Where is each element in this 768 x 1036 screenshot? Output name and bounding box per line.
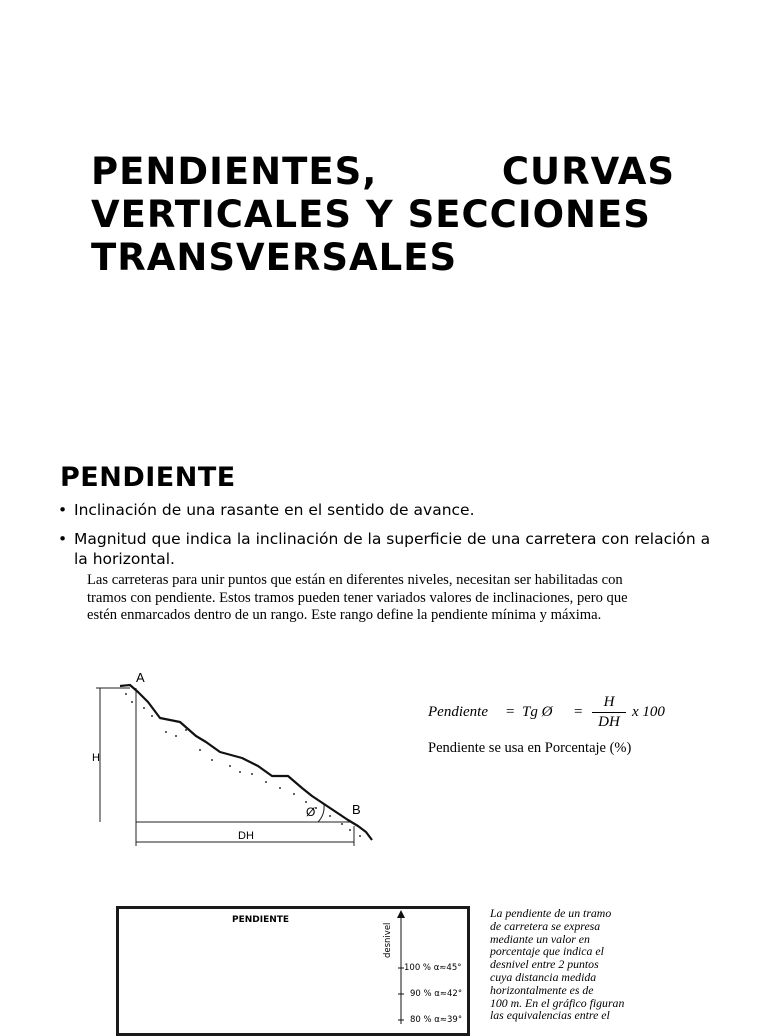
formula-note: Pendiente se usa en Porcentaje (%) — [428, 740, 632, 756]
side-note-line: cuya distancia medida — [490, 969, 597, 984]
bullet-text: Inclinación de una rasante en el sentido de avance. — [74, 501, 475, 519]
axis-label-desnivel: desnivel — [383, 922, 393, 958]
section-heading: PENDIENTE — [60, 462, 236, 493]
label-angle: Ø — [306, 805, 316, 819]
figure-title: PENDIENTE — [232, 915, 290, 925]
terrain-dots — [125, 693, 361, 837]
figure-side-note — [490, 907, 655, 1022]
side-note-line: porcentaje que indica el — [490, 944, 604, 959]
formula-fraction — [592, 694, 626, 731]
label-b: B — [352, 802, 361, 817]
title-slide — [0, 0, 768, 430]
paragraph-line: Las carreteras para unir puntos que están en diferentes niveles, necesitan ser habilitadas con — [87, 572, 623, 588]
fraction-bar — [592, 712, 626, 713]
slope-diagram — [80, 664, 380, 854]
terrain-profile — [120, 685, 372, 840]
side-note-line: mediante un valor en — [490, 931, 590, 946]
bullet-dot-icon: • — [58, 501, 68, 519]
bullet-list — [58, 500, 728, 578]
side-note-line: desnivel entre 2 puntos — [490, 957, 599, 972]
side-note-line: horizontalmente es de — [490, 982, 594, 997]
bullet-item — [58, 529, 728, 569]
label-h: H — [92, 752, 100, 764]
side-note-line: La pendiente de un tramo — [490, 906, 612, 920]
paragraph-line: estén enmarcados dentro de un rango. Este rango define la pendiente mínima y máxima. — [87, 607, 602, 623]
paragraph-line: tramos con pendiente. Estos tramos pueden tener variados valores de inclinaciones, pero que — [87, 589, 628, 606]
side-note-line: de carretera se expresa — [490, 918, 601, 933]
side-note-line: las equivalencias entre el — [490, 1008, 610, 1023]
formula-denominator: DH — [598, 714, 620, 730]
slope-formula — [428, 694, 678, 734]
side-note-line: 100 m. En el gráfico figuran — [490, 995, 625, 1010]
tick-label: 100 % α≈45° — [404, 963, 462, 973]
title-line-1: PENDIENTES, CURVAS — [91, 150, 675, 193]
bullet-text: Magnitud que indica la inclinación de la superficie de una carretera con relación a la horizontal. — [74, 530, 711, 568]
label-dh: DH — [238, 830, 254, 842]
formula-numerator: H — [603, 694, 615, 710]
formula-equals: = — [574, 704, 583, 720]
formula-factor: x 100 — [632, 704, 665, 720]
axis-arrow-icon — [397, 910, 405, 918]
scanned-paragraph — [87, 572, 677, 625]
tick-label: 80 % α≈39° — [410, 1015, 463, 1025]
formula-label: Pendiente — [428, 704, 488, 720]
title-line-2: VERTICALES Y SECCIONES — [91, 193, 651, 236]
title-line-3: TRANSVERSALES — [91, 236, 458, 279]
formula-tangent: Tg Ø — [522, 704, 553, 720]
label-a: A — [136, 670, 145, 685]
tick-label: 90 % α≈42° — [410, 989, 463, 999]
bullet-item — [58, 500, 728, 520]
formula-equals: = — [506, 704, 515, 720]
angle-arc — [318, 805, 324, 822]
bullet-dot-icon: • — [58, 530, 68, 548]
main-title — [91, 150, 675, 279]
